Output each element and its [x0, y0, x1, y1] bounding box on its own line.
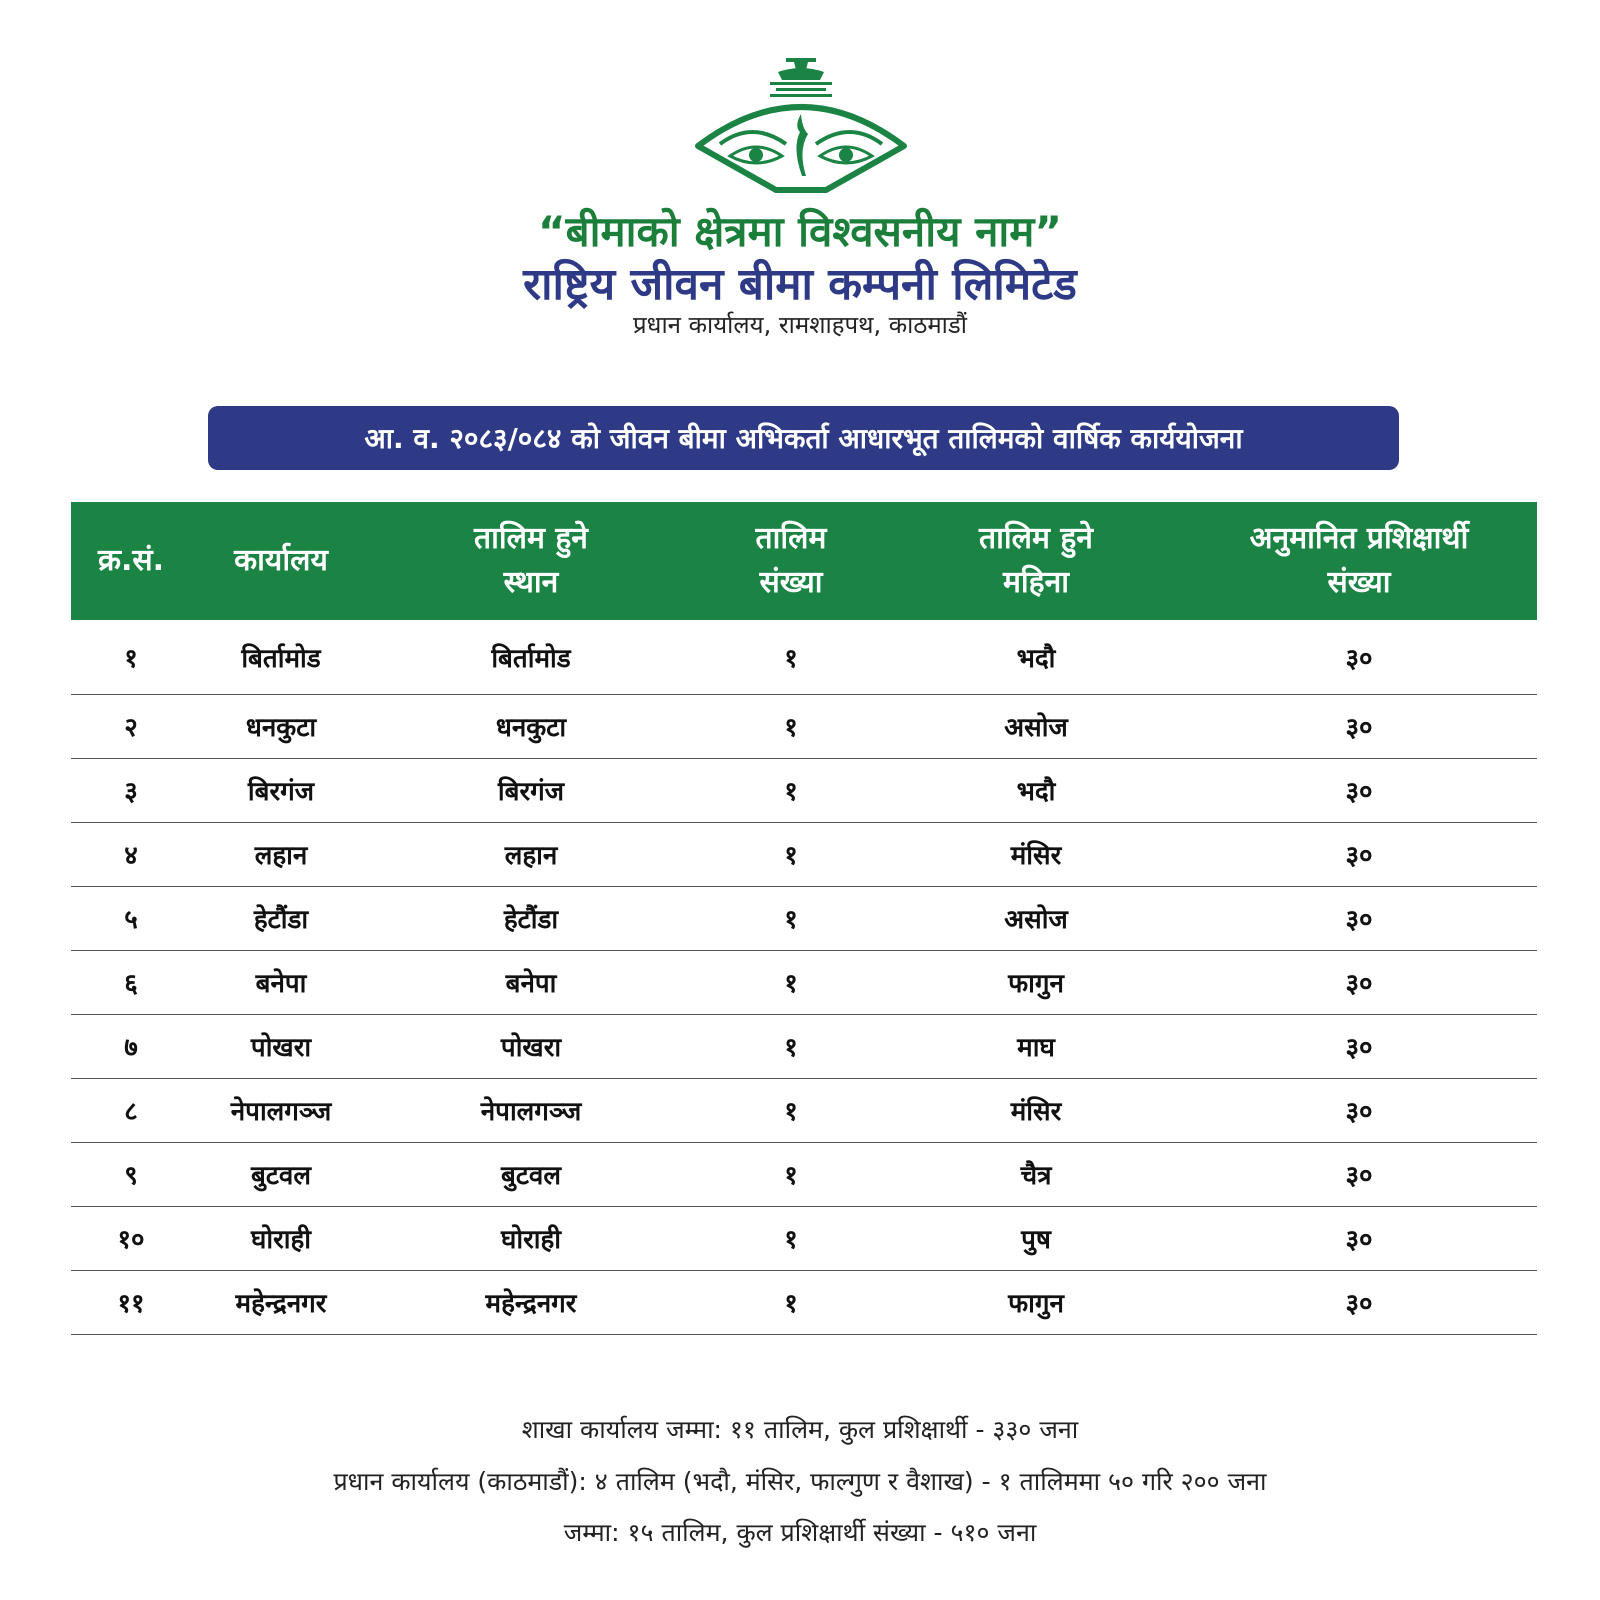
cell-office: बिरगंज	[247, 777, 315, 807]
cell-training-place: पोखरा	[500, 1033, 562, 1063]
table-row	[71, 620, 1537, 694]
company-address: प्रधान कार्यालय, रामशाहपथ, काठमाडौं	[633, 311, 967, 339]
cell-office: पोखरा	[250, 1033, 312, 1063]
cell-serial-number: ११	[117, 1289, 145, 1319]
table-row	[71, 1270, 1537, 1334]
footer-head-office-summary: प्रधान कार्यालय (काठमाडौं): ४ तालिम (भदौ, मंसिर, फाल्गुण र वैशाख) - १ तालिममा ५० गरि २०० जना	[333, 1467, 1267, 1496]
cell-training-count: १	[784, 777, 798, 807]
cell-serial-number: ३	[124, 777, 138, 807]
cell-estimated-trainees: ३०	[1345, 643, 1373, 674]
training-plan-table	[71, 502, 1537, 1335]
cell-training-place: हेटौंडा	[503, 905, 559, 935]
cell-serial-number: १०	[117, 1225, 145, 1255]
cell-office: नेपालगञ्ज	[230, 1097, 332, 1127]
cell-estimated-trainees: ३०	[1345, 1161, 1373, 1191]
cell-estimated-trainees: ३०	[1345, 969, 1373, 999]
cell-office: बिर्तामोड	[241, 643, 321, 674]
table-row	[71, 1014, 1537, 1078]
cell-training-month: भदौ	[1016, 643, 1056, 674]
table-row	[71, 758, 1537, 822]
cell-estimated-trainees: ३०	[1345, 713, 1373, 743]
footer-branch-summary: शाखा कार्यालय जम्मा: ११ तालिम, कुल प्रशिक्षार्थी - ३३० जना	[521, 1415, 1079, 1444]
cell-office: घोराही	[250, 1225, 311, 1255]
cell-training-count: १	[784, 713, 798, 743]
cell-office: लहान	[254, 841, 308, 871]
header-serial-number: क्र.सं.	[97, 543, 165, 578]
cell-training-place: नेपालगञ्ज	[480, 1097, 582, 1127]
cell-serial-number: २	[124, 713, 138, 743]
cell-serial-number: ५	[124, 905, 138, 935]
footer-grand-total: जम्मा: १५ तालिम, कुल प्रशिक्षार्थी संख्या - ५१० जना	[563, 1518, 1037, 1547]
cell-training-place: बुटवल	[500, 1161, 562, 1191]
cell-office: बनेपा	[255, 969, 307, 999]
cell-training-place: बनेपा	[505, 969, 557, 999]
cell-serial-number: ६	[124, 969, 138, 999]
cell-training-count: १	[784, 969, 798, 999]
cell-office: हेटौंडा	[253, 905, 309, 935]
company-name: राष्ट्रिय जीवन बीमा कम्पनी लिमिटेड	[523, 259, 1077, 310]
cell-training-place: लहान	[504, 841, 558, 871]
cell-serial-number: १	[124, 643, 138, 674]
cell-training-count: १	[784, 841, 798, 871]
cell-training-count: १	[784, 1289, 798, 1319]
cell-estimated-trainees: ३०	[1345, 1097, 1373, 1127]
plan-title-banner	[208, 406, 1399, 470]
cell-estimated-trainees: ३०	[1345, 841, 1373, 871]
cell-training-month: मंसिर	[1010, 841, 1062, 871]
cell-estimated-trainees: ३०	[1345, 905, 1373, 935]
cell-training-month: माघ	[1017, 1033, 1055, 1063]
cell-training-place: महेन्द्रनगर	[485, 1289, 577, 1319]
cell-training-month: फागुन	[1008, 969, 1064, 999]
cell-training-count: १	[784, 1097, 798, 1127]
cell-estimated-trainees: ३०	[1345, 777, 1373, 807]
cell-office: बुटवल	[250, 1161, 312, 1191]
cell-training-count: १	[784, 643, 798, 674]
table-row	[71, 1078, 1537, 1142]
cell-serial-number: ७	[124, 1033, 138, 1063]
cell-training-month: चैत्र	[1020, 1161, 1052, 1191]
cell-serial-number: ९	[124, 1161, 138, 1191]
cell-training-month: भदौ	[1016, 777, 1056, 807]
table-row	[71, 886, 1537, 950]
cell-training-month: असोज	[1004, 713, 1068, 743]
table-row	[71, 1206, 1537, 1270]
cell-training-count: १	[784, 1161, 798, 1191]
cell-estimated-trainees: ३०	[1345, 1289, 1373, 1319]
cell-training-month: मंसिर	[1010, 1097, 1062, 1127]
cell-training-count: १	[784, 1225, 798, 1255]
header-training-count: तालिम संख्या	[755, 521, 827, 600]
header-estimated-trainees: अनुमानित प्रशिक्षार्थी संख्या	[1249, 521, 1469, 600]
table-row	[71, 822, 1537, 886]
tagline: “बीमाको क्षेत्रमा विश्वसनीय नाम”	[537, 207, 1063, 256]
cell-training-place: बिरगंज	[497, 777, 565, 807]
cell-training-count: १	[784, 905, 798, 935]
cell-training-month: फागुन	[1008, 1289, 1064, 1319]
cell-office: धनकुटा	[245, 713, 317, 743]
cell-estimated-trainees: ३०	[1345, 1225, 1373, 1255]
header-training-month: तालिम हुने महिना	[979, 521, 1093, 600]
cell-office: महेन्द्रनगर	[235, 1289, 327, 1319]
cell-estimated-trainees: ३०	[1345, 1033, 1373, 1063]
cell-training-place: बिर्तामोड	[491, 643, 571, 674]
cell-serial-number: ४	[124, 841, 138, 871]
cell-training-place: घोराही	[500, 1225, 561, 1255]
cell-training-count: १	[784, 1033, 798, 1063]
cell-training-month: असोज	[1004, 905, 1068, 935]
table-row	[71, 694, 1537, 758]
cell-training-place: धनकुटा	[495, 713, 567, 743]
company-logo	[690, 58, 912, 198]
header-office: कार्यालय	[234, 543, 328, 578]
table-row	[71, 1142, 1537, 1206]
cell-training-month: पुष	[1021, 1225, 1051, 1255]
cell-serial-number: ८	[124, 1097, 138, 1127]
table-header-row	[71, 502, 1537, 620]
table-row	[71, 950, 1537, 1014]
plan-title: आ. व. २०८३/०८४ को जीवन बीमा अभिकर्ता आधारभूत तालिमको वार्षिक कार्ययोजना	[364, 422, 1243, 455]
header-training-place: तालिम हुने स्थान	[474, 521, 588, 600]
